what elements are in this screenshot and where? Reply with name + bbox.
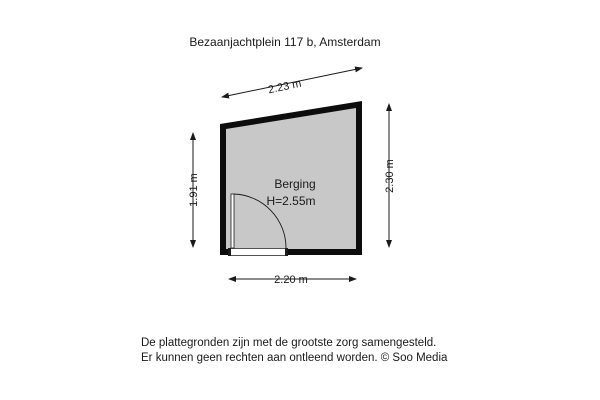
dimension-right-label: 2.30 m — [384, 159, 396, 193]
door-leaf — [231, 194, 234, 248]
room-name: Berging — [274, 177, 316, 191]
dimension-bottom — [229, 274, 356, 286]
address-title: Bezaanjachtplein 117 b, Amsterdam — [189, 35, 381, 49]
dimension-top — [222, 68, 362, 97]
door-jamb-left — [228, 248, 231, 256]
dimension-left-label: 1.91 m — [188, 173, 200, 207]
door-jamb-right — [285, 248, 288, 256]
door-opening — [229, 248, 287, 256]
disclaimer-line-1: De plattegronden zijn met de grootste zorg samengesteld. — [141, 337, 437, 349]
dimension-bottom-label: 2.20 m — [274, 274, 308, 286]
dimension-left — [188, 133, 200, 247]
disclaimer-line-2: Er kunnen geen rechten aan ontleend worden. © Soo Media — [141, 352, 448, 364]
room-berging — [220, 101, 362, 256]
room-height: H=2.55m — [266, 194, 316, 208]
dimension-right — [384, 104, 396, 247]
dimension-top-label: 2.23 m — [267, 77, 303, 97]
